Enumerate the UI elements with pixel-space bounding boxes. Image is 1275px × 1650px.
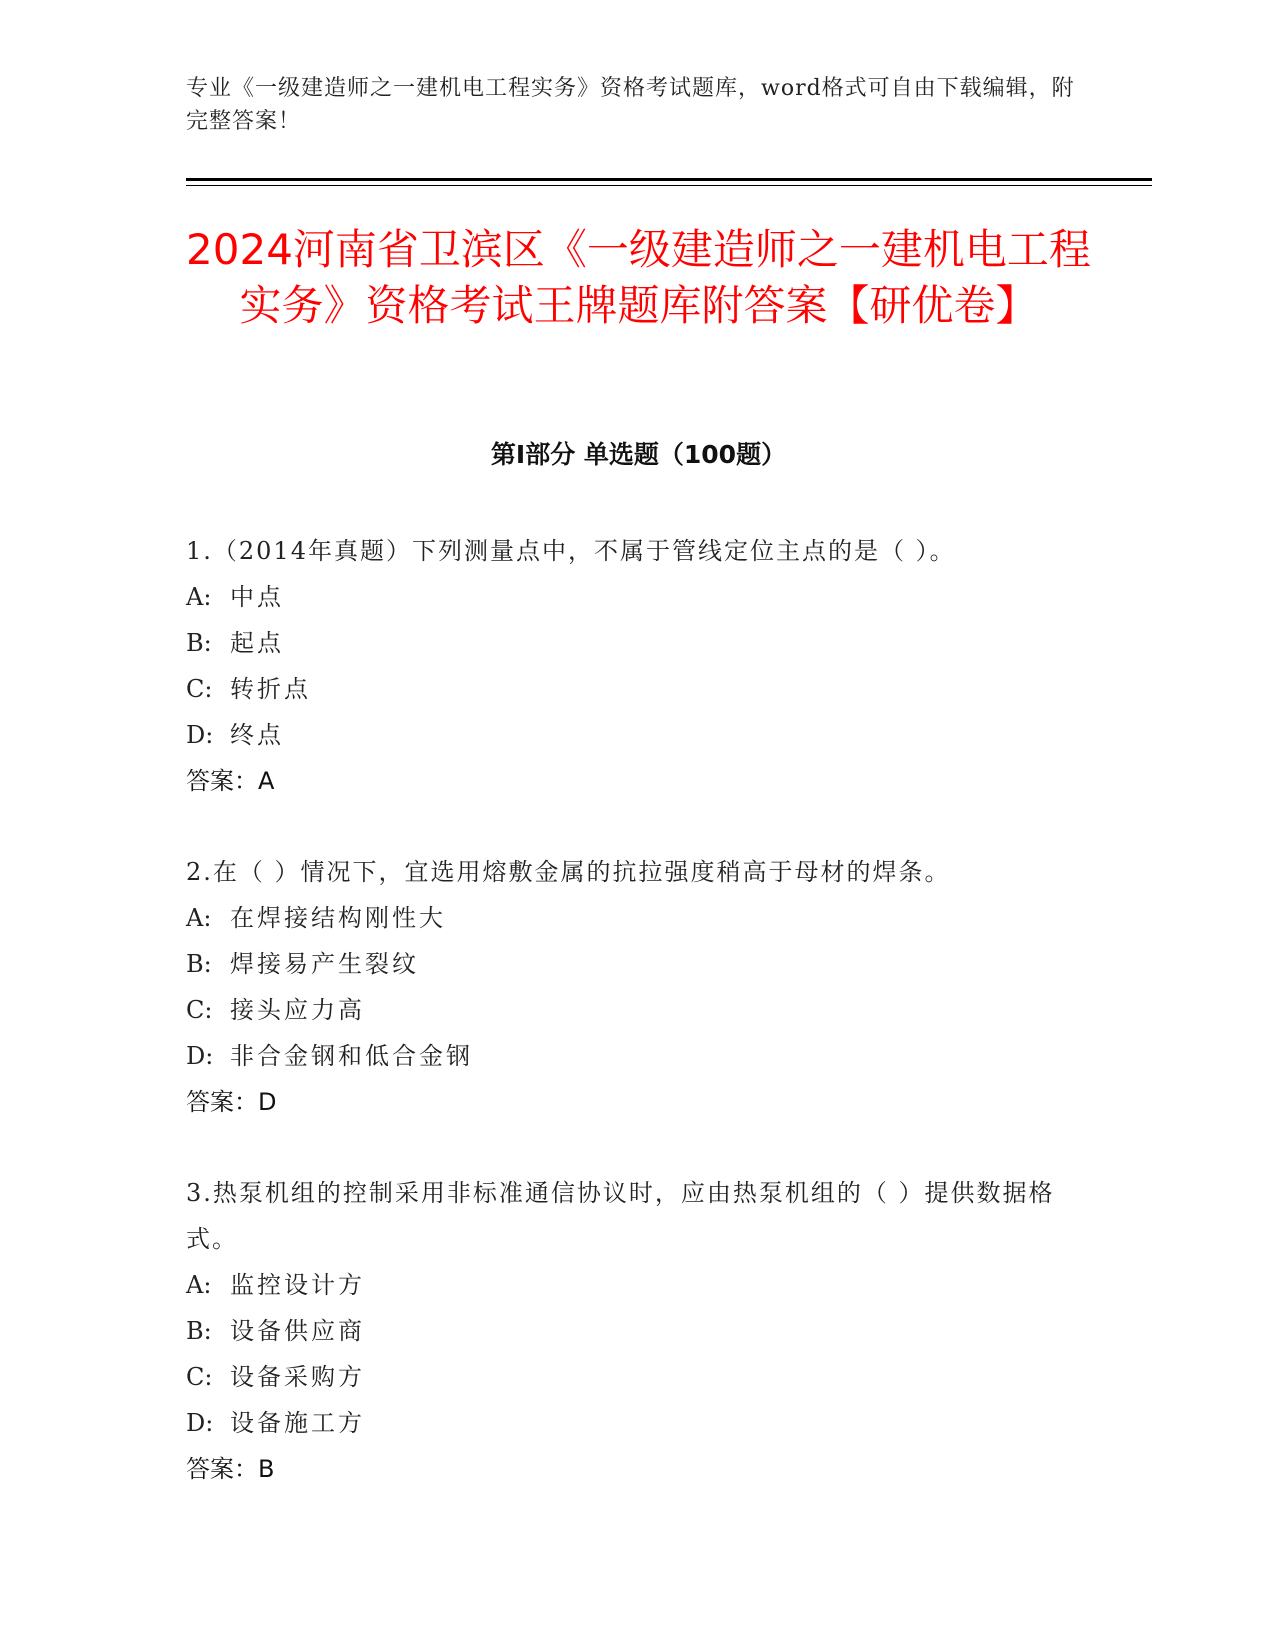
answer-line: 答案：D xyxy=(186,1088,277,1116)
option-d xyxy=(186,1033,1086,1079)
section-heading: 第I部分 单选题（100题） xyxy=(490,440,787,469)
option-key: B: xyxy=(186,1317,212,1345)
option-key: D: xyxy=(186,1042,214,1070)
option-key: D: xyxy=(186,1409,214,1437)
answer-line: 答案：B xyxy=(186,1455,275,1483)
option-c xyxy=(186,666,1086,712)
option-key: B: xyxy=(186,950,212,978)
option-key: A: xyxy=(186,583,212,611)
document-title: 2024河南省卫滨区《一级建造师之一建机电工程实务》资格考试王牌题库附答案【研优卷】 xyxy=(186,225,1091,330)
option-key: A: xyxy=(186,1271,212,1299)
option-text: 设备供应商 xyxy=(230,1317,365,1345)
header-divider-thick xyxy=(186,178,1152,181)
option-text: 设备采购方 xyxy=(230,1363,365,1391)
option-text: 监控设计方 xyxy=(230,1271,365,1299)
option-key: C: xyxy=(186,1363,213,1391)
option-c xyxy=(186,987,1086,1033)
option-d xyxy=(186,1400,1086,1446)
option-key: A: xyxy=(186,904,212,932)
option-a xyxy=(186,895,1086,941)
question-stem: 3.热泵机组的控制采用非标准通信协议时，应由热泵机组的（ ）提供数据格式。 xyxy=(186,1179,1055,1253)
option-text: 设备施工方 xyxy=(230,1409,365,1437)
option-b xyxy=(186,1308,1086,1354)
option-a xyxy=(186,1262,1086,1308)
option-key: D: xyxy=(186,721,214,749)
question-stem: 2.在（ ）情况下，宜选用熔敷金属的抗拉强度稍高于母材的焊条。 xyxy=(186,858,951,886)
option-text: 接头应力高 xyxy=(230,996,365,1024)
question-1 xyxy=(186,528,1086,804)
option-text: 中点 xyxy=(230,583,284,611)
header-divider-thin xyxy=(186,185,1152,186)
header-note: 专业《一级建造师之一建机电工程实务》资格考试题库，word格式可自由下载编辑，附完整答案！ xyxy=(186,76,1075,134)
option-a xyxy=(186,574,1086,620)
option-text: 终点 xyxy=(230,721,284,749)
option-text: 非合金钢和低合金钢 xyxy=(230,1042,473,1070)
option-text: 在焊接结构刚性大 xyxy=(230,904,446,932)
option-b xyxy=(186,941,1086,987)
option-key: C: xyxy=(186,675,213,703)
question-stem: 1.（2014年真题）下列测量点中，不属于管线定位主点的是（ ）。 xyxy=(186,537,956,565)
option-d xyxy=(186,712,1086,758)
option-key: C: xyxy=(186,996,213,1024)
option-key: B: xyxy=(186,629,212,657)
option-text: 转折点 xyxy=(230,675,311,703)
option-text: 焊接易产生裂纹 xyxy=(230,950,419,978)
question-2 xyxy=(186,849,1086,1125)
option-b xyxy=(186,620,1086,666)
question-3 xyxy=(186,1170,1086,1492)
answer-line: 答案：A xyxy=(186,767,275,795)
option-c xyxy=(186,1354,1086,1400)
option-text: 起点 xyxy=(230,629,284,657)
